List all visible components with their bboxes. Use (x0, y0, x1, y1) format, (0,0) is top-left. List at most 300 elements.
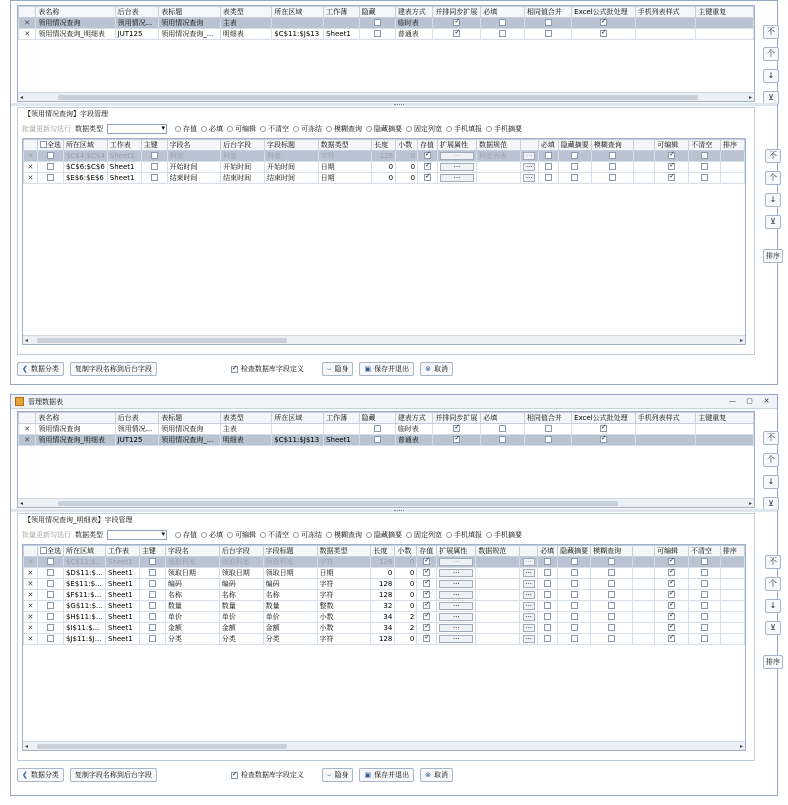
checkbox[interactable] (609, 163, 616, 170)
row-select-cell[interactable] (37, 601, 63, 612)
table-name-cell[interactable]: 领用情况查询 (36, 424, 115, 435)
data-norm-cell[interactable] (476, 634, 520, 645)
batch-option-radio[interactable] (201, 124, 223, 134)
length-cell[interactable]: 0 (372, 162, 396, 173)
batch-option-radio[interactable] (486, 530, 522, 540)
table-grid-hscroll[interactable]: ◂ ▸ (20, 94, 752, 101)
length-cell[interactable]: 128 (371, 557, 395, 568)
checkbox[interactable] (423, 613, 430, 620)
checkbox[interactable] (149, 602, 156, 609)
ext-attr-cell[interactable] (437, 634, 476, 645)
required-cell[interactable] (481, 18, 525, 29)
checkbox[interactable] (701, 624, 708, 631)
row-select-cell[interactable] (37, 634, 63, 645)
checkbox[interactable] (545, 152, 552, 159)
checkbox[interactable] (571, 569, 578, 576)
hide-button[interactable] (322, 362, 354, 376)
splitter[interactable] (11, 103, 777, 106)
checkbox[interactable] (608, 580, 615, 587)
sheet-cell[interactable]: Sheet1 (324, 29, 359, 40)
checkbox[interactable] (609, 152, 616, 159)
table-type-cell[interactable]: 明细表 (220, 435, 272, 446)
field-row[interactable] (24, 173, 745, 184)
checkbox[interactable] (600, 436, 607, 443)
norm-picker-button[interactable]: ··· (523, 558, 535, 566)
checkbox[interactable] (544, 613, 551, 620)
editable-cell[interactable] (655, 634, 689, 645)
sort-cell[interactable] (720, 634, 744, 645)
field-area-cell[interactable]: $D$11:$... (63, 568, 105, 579)
required-cell[interactable] (538, 601, 558, 612)
checkbox[interactable] (47, 580, 54, 587)
delete-field-icon[interactable]: ✕ (24, 623, 38, 634)
field-title-cell[interactable]: 编码 (263, 579, 317, 590)
field-sheet-cell[interactable]: Sheet1 (105, 590, 139, 601)
checkbox[interactable] (423, 602, 430, 609)
field-name-cell[interactable]: 结束时间 (167, 173, 221, 184)
field-grid-hscroll[interactable]: ◂ ▸ (25, 337, 743, 344)
checkbox[interactable] (149, 569, 156, 576)
field-name-cell[interactable]: 分类 (165, 634, 219, 645)
checkbox[interactable] (701, 613, 708, 620)
ext-attr-button[interactable]: ··· (440, 163, 474, 171)
checkbox[interactable] (149, 624, 156, 631)
checkbox[interactable] (571, 558, 578, 565)
data-norm-cell[interactable]: 科室列表 (477, 151, 521, 162)
backend-table-cell[interactable]: 领用情况... (115, 424, 159, 435)
checkbox[interactable] (453, 30, 460, 37)
hidden-cell[interactable] (359, 424, 395, 435)
field-title-cell[interactable]: 金额 (263, 623, 317, 634)
field-row[interactable] (24, 162, 745, 173)
delete-field-icon[interactable]: ✕ (24, 601, 38, 612)
data-norm-cell[interactable] (477, 162, 521, 173)
field-move-bottom-button[interactable] (765, 215, 781, 229)
field-row[interactable] (24, 568, 745, 579)
field-row[interactable] (24, 623, 745, 634)
checkbox[interactable] (545, 30, 552, 37)
checkbox[interactable] (149, 613, 156, 620)
table-row[interactable] (19, 435, 754, 446)
required-cell[interactable] (538, 162, 558, 173)
checkbox[interactable] (47, 569, 54, 576)
checkbox[interactable] (668, 591, 675, 598)
check-db-checkbox[interactable] (231, 770, 304, 780)
row-select-cell[interactable] (37, 162, 63, 173)
checkbox[interactable] (668, 163, 675, 170)
fuzzy-query-cell[interactable] (591, 590, 633, 601)
backend-field-cell[interactable]: 金额 (219, 623, 263, 634)
backend-field-cell[interactable]: 单价 (219, 612, 263, 623)
checkbox[interactable] (453, 19, 460, 26)
move-down-button[interactable] (763, 69, 779, 83)
hide-summary-cell[interactable] (558, 557, 591, 568)
hide-summary-cell[interactable] (558, 634, 591, 645)
checkbox[interactable] (544, 569, 551, 576)
pk-dup-cell[interactable] (696, 435, 754, 446)
table-row[interactable] (19, 18, 754, 29)
field-area-cell[interactable]: $C$6:$C$6 (63, 162, 107, 173)
ext-attr-cell[interactable] (437, 601, 476, 612)
pk-cell[interactable] (139, 579, 165, 590)
data-type-cell[interactable]: 日期 (317, 568, 371, 579)
area-cell[interactable] (272, 18, 324, 29)
checkbox[interactable] (571, 152, 578, 159)
ext-attr-button[interactable]: ··· (439, 635, 473, 643)
delete-field-icon[interactable]: ✕ (24, 557, 38, 568)
data-category-button[interactable] (17, 768, 64, 782)
norm-picker-button[interactable]: ··· (523, 174, 535, 182)
field-sheet-cell[interactable]: Sheet1 (105, 623, 139, 634)
delete-row-icon[interactable]: ✕ (19, 29, 36, 40)
batch-option-radio[interactable] (175, 530, 197, 540)
checkbox[interactable] (47, 602, 54, 609)
checkbox[interactable] (668, 558, 675, 565)
sort-cell[interactable] (720, 162, 744, 173)
row-select-cell[interactable] (37, 557, 63, 568)
delete-row-icon[interactable]: ✕ (19, 18, 36, 29)
backend-table-cell[interactable]: JUT125 (115, 435, 159, 446)
batch-option-radio[interactable] (366, 124, 402, 134)
norm-picker-cell[interactable] (520, 557, 538, 568)
batch-option-radio[interactable] (260, 530, 289, 540)
checkbox[interactable] (701, 569, 708, 576)
ext-attr-cell[interactable] (437, 568, 476, 579)
field-area-cell[interactable]: $H$11:$... (63, 612, 105, 623)
fuzzy-query-cell[interactable] (591, 173, 633, 184)
checkbox[interactable] (668, 635, 675, 642)
ext-attr-cell[interactable] (438, 162, 477, 173)
norm-picker-cell[interactable] (520, 590, 538, 601)
ext-attr-cell[interactable] (437, 557, 476, 568)
required-cell[interactable] (538, 612, 558, 623)
build-mode-cell[interactable]: 临时表 (395, 424, 433, 435)
pk-cell[interactable] (141, 162, 167, 173)
checkbox[interactable] (499, 30, 506, 37)
checkbox[interactable] (47, 624, 54, 631)
batch-option-radio[interactable] (446, 124, 482, 134)
copy-field-names-button[interactable]: 复制字段名称到后台字段 (70, 362, 157, 376)
field-sheet-cell[interactable]: Sheet1 (105, 634, 139, 645)
field-sheet-cell[interactable]: Sheet1 (107, 151, 141, 162)
checkbox[interactable] (571, 163, 578, 170)
sheet-cell[interactable] (324, 424, 359, 435)
delete-field-icon[interactable]: ✕ (24, 579, 38, 590)
row-select-cell[interactable] (37, 568, 63, 579)
backend-table-cell[interactable]: 领用情况... (115, 18, 159, 29)
norm-picker-cell[interactable] (520, 601, 538, 612)
field-sheet-cell[interactable]: Sheet1 (105, 612, 139, 623)
mobile-style-cell[interactable] (635, 18, 696, 29)
length-cell[interactable]: 0 (372, 173, 396, 184)
checkbox[interactable] (47, 613, 54, 620)
field-area-cell[interactable]: $C$11:$... (63, 557, 105, 568)
delete-field-icon[interactable]: ✕ (24, 173, 38, 184)
field-name-cell[interactable]: 编码 (165, 579, 219, 590)
checkbox[interactable] (149, 558, 156, 565)
checkbox[interactable] (608, 602, 615, 609)
hide-button[interactable] (322, 768, 354, 782)
maximize-icon[interactable]: ▢ (746, 397, 753, 405)
field-area-cell[interactable]: $E$6:$E$6 (63, 173, 107, 184)
field-move-up-button[interactable] (765, 577, 781, 591)
store-cell[interactable] (417, 579, 437, 590)
checkbox[interactable] (423, 558, 430, 565)
area-cell[interactable]: $C$11:$J$13 (272, 29, 324, 40)
store-cell[interactable] (417, 634, 437, 645)
length-cell[interactable]: 34 (371, 612, 395, 623)
table-title-cell[interactable]: 领用情况查询 (159, 18, 221, 29)
checkbox[interactable] (544, 558, 551, 565)
checkbox[interactable] (545, 436, 552, 443)
no-clear-cell[interactable] (688, 568, 720, 579)
batch-option-radio[interactable] (406, 124, 442, 134)
mobile-style-cell[interactable] (635, 29, 696, 40)
checkbox[interactable] (701, 635, 708, 642)
ext-attr-button[interactable]: ··· (439, 558, 473, 566)
sync-cell[interactable] (433, 29, 481, 40)
table-type-cell[interactable]: 主表 (220, 18, 272, 29)
store-cell[interactable] (417, 601, 437, 612)
fuzzy-query-cell[interactable] (591, 557, 633, 568)
checkbox[interactable] (423, 624, 430, 631)
editable-cell[interactable] (655, 612, 689, 623)
build-mode-cell[interactable]: 普通表 (395, 435, 433, 446)
row-select-cell[interactable] (37, 590, 63, 601)
area-cell[interactable] (272, 424, 324, 435)
sort-button[interactable]: 排序 (763, 655, 783, 669)
batch-option-radio[interactable] (227, 124, 256, 134)
decimal-cell[interactable]: 0 (395, 568, 417, 579)
hide-summary-cell[interactable] (558, 601, 591, 612)
batch-option-radio[interactable] (293, 124, 322, 134)
excel-cell[interactable] (572, 424, 636, 435)
table-title-cell[interactable]: 领用情况查询_... (159, 29, 221, 40)
table-row[interactable] (19, 29, 754, 40)
close-icon[interactable]: ✕ (763, 397, 770, 405)
pk-cell[interactable] (141, 173, 167, 184)
sync-cell[interactable] (433, 435, 481, 446)
field-name-cell[interactable]: 领取科室 (165, 557, 219, 568)
excel-cell[interactable] (572, 29, 636, 40)
batch-option-radio[interactable] (175, 124, 197, 134)
decimal-cell[interactable]: 0 (395, 634, 417, 645)
field-area-cell[interactable]: $J$11:$J... (63, 634, 105, 645)
checkbox[interactable] (47, 152, 54, 159)
merge-cell[interactable] (524, 435, 571, 446)
data-norm-cell[interactable] (476, 590, 520, 601)
checkbox[interactable] (600, 30, 607, 37)
data-type-cell[interactable]: 整数 (317, 601, 371, 612)
build-mode-cell[interactable]: 普通表 (395, 29, 433, 40)
ext-attr-cell[interactable] (437, 612, 476, 623)
required-cell[interactable] (481, 424, 525, 435)
sort-cell[interactable] (720, 590, 744, 601)
excel-cell[interactable] (572, 18, 636, 29)
norm-picker-button[interactable]: ··· (523, 602, 535, 610)
sort-cell[interactable] (720, 579, 744, 590)
norm-picker-button[interactable]: ··· (523, 152, 535, 160)
required-cell[interactable] (538, 623, 558, 634)
checkbox[interactable] (571, 174, 578, 181)
no-clear-cell[interactable] (688, 579, 720, 590)
field-name-cell[interactable]: 名称 (165, 590, 219, 601)
cancel-button[interactable] (420, 768, 453, 782)
data-type-cell[interactable]: 字符 (317, 579, 371, 590)
batch-option-radio[interactable] (326, 530, 362, 540)
backend-field-cell[interactable]: 开始时间 (221, 162, 265, 173)
ext-attr-button[interactable]: ··· (439, 580, 473, 588)
no-clear-cell[interactable] (688, 557, 720, 568)
required-cell[interactable] (538, 557, 558, 568)
length-cell[interactable]: 128 (371, 634, 395, 645)
editable-cell[interactable] (655, 601, 689, 612)
checkbox[interactable] (668, 580, 675, 587)
field-move-top-button[interactable] (765, 149, 781, 163)
batch-option-radio[interactable] (260, 124, 289, 134)
pk-cell[interactable] (139, 634, 165, 645)
data-norm-cell[interactable] (476, 612, 520, 623)
decimal-cell[interactable]: 2 (395, 623, 417, 634)
required-cell[interactable] (538, 634, 558, 645)
field-name-cell[interactable]: 金额 (165, 623, 219, 634)
data-type-select[interactable] (107, 124, 167, 134)
batch-option-radio[interactable] (406, 530, 442, 540)
checkbox[interactable] (668, 602, 675, 609)
checkbox[interactable] (149, 591, 156, 598)
checkbox[interactable] (608, 624, 615, 631)
length-cell[interactable]: 34 (371, 623, 395, 634)
table-type-cell[interactable]: 主表 (220, 424, 272, 435)
field-title-cell[interactable]: 单价 (263, 612, 317, 623)
required-cell[interactable] (538, 173, 558, 184)
delete-field-icon[interactable]: ✕ (24, 151, 38, 162)
field-row[interactable] (24, 557, 745, 568)
no-clear-cell[interactable] (689, 162, 721, 173)
data-type-select[interactable] (107, 530, 167, 540)
field-name-cell[interactable]: 领取日期 (165, 568, 219, 579)
checkbox[interactable] (453, 425, 460, 432)
table-title-cell[interactable]: 领用情况查询_... (159, 435, 221, 446)
ext-attr-button[interactable]: ··· (439, 591, 473, 599)
checkbox[interactable] (423, 569, 430, 576)
store-cell[interactable] (417, 612, 437, 623)
checkbox[interactable] (453, 436, 460, 443)
table-title-cell[interactable]: 领用情况查询 (159, 424, 221, 435)
data-type-cell[interactable]: 日期 (318, 173, 372, 184)
checkbox[interactable] (545, 425, 552, 432)
excel-cell[interactable] (572, 435, 636, 446)
no-clear-cell[interactable] (688, 590, 720, 601)
hide-summary-cell[interactable] (558, 173, 591, 184)
field-row[interactable] (24, 634, 745, 645)
field-title-cell[interactable]: 数量 (263, 601, 317, 612)
checkbox[interactable] (151, 163, 158, 170)
length-cell[interactable]: 128 (371, 579, 395, 590)
row-select-cell[interactable] (37, 173, 63, 184)
checkbox[interactable] (423, 591, 430, 598)
required-cell[interactable] (538, 568, 558, 579)
merge-cell[interactable] (524, 29, 571, 40)
checkbox[interactable] (499, 19, 506, 26)
hide-summary-cell[interactable] (558, 579, 591, 590)
checkbox[interactable] (571, 580, 578, 587)
store-cell[interactable] (417, 590, 437, 601)
norm-picker-cell[interactable] (520, 579, 538, 590)
decimal-cell[interactable]: 0 (396, 173, 418, 184)
hide-summary-cell[interactable] (558, 151, 591, 162)
sort-cell[interactable] (720, 557, 744, 568)
data-norm-cell[interactable] (476, 579, 520, 590)
data-type-cell[interactable]: 小数 (317, 623, 371, 634)
checkbox[interactable] (571, 591, 578, 598)
fuzzy-query-cell[interactable] (591, 623, 633, 634)
no-clear-cell[interactable] (688, 634, 720, 645)
ext-attr-button[interactable]: ··· (439, 624, 473, 632)
checkbox[interactable] (701, 558, 708, 565)
hide-summary-cell[interactable] (558, 162, 591, 173)
checkbox[interactable] (608, 613, 615, 620)
fuzzy-query-cell[interactable] (591, 151, 633, 162)
batch-option-radio[interactable] (227, 530, 256, 540)
checkbox[interactable] (668, 624, 675, 631)
required-cell[interactable] (538, 151, 558, 162)
sort-cell[interactable] (720, 151, 744, 162)
norm-picker-cell[interactable] (520, 568, 538, 579)
pk-cell[interactable] (139, 568, 165, 579)
checkbox[interactable] (499, 436, 506, 443)
hide-summary-cell[interactable] (558, 568, 591, 579)
required-cell[interactable] (481, 29, 525, 40)
checkbox[interactable] (423, 635, 430, 642)
required-cell[interactable] (481, 435, 525, 446)
field-area-cell[interactable]: $I$11:$... (63, 623, 105, 634)
sort-cell[interactable] (720, 173, 744, 184)
checkbox[interactable] (151, 174, 158, 181)
field-sheet-cell[interactable]: Sheet1 (105, 601, 139, 612)
field-title-cell[interactable]: 领取科室 (263, 557, 317, 568)
merge-cell[interactable] (524, 18, 571, 29)
data-norm-cell[interactable] (476, 623, 520, 634)
ext-attr-cell[interactable] (437, 579, 476, 590)
delete-field-icon[interactable]: ✕ (24, 162, 38, 173)
checkbox[interactable] (40, 547, 47, 554)
field-sheet-cell[interactable]: Sheet1 (107, 162, 141, 173)
field-name-cell[interactable]: 科室 (167, 151, 221, 162)
store-cell[interactable] (417, 557, 437, 568)
sort-cell[interactable] (720, 568, 744, 579)
sheet-cell[interactable]: Sheet1 (324, 435, 359, 446)
area-cell[interactable]: $C$11:$J$13 (272, 435, 324, 446)
mobile-style-cell[interactable] (635, 424, 696, 435)
norm-picker-cell[interactable] (520, 162, 538, 173)
fuzzy-query-cell[interactable] (591, 162, 633, 173)
data-norm-cell[interactable] (477, 173, 521, 184)
ext-attr-button[interactable]: ··· (439, 613, 473, 621)
checkbox[interactable] (424, 174, 431, 181)
data-type-cell[interactable]: 字符 (317, 634, 371, 645)
checkbox[interactable] (701, 591, 708, 598)
checkbox[interactable] (701, 152, 708, 159)
checkbox[interactable] (47, 163, 54, 170)
ext-attr-cell[interactable] (437, 590, 476, 601)
backend-field-cell[interactable]: 数量 (219, 601, 263, 612)
move-top-button[interactable] (763, 431, 779, 445)
checkbox[interactable] (701, 580, 708, 587)
norm-picker-button[interactable]: ··· (523, 613, 535, 621)
pk-dup-cell[interactable] (696, 424, 754, 435)
delete-field-icon[interactable]: ✕ (24, 590, 38, 601)
